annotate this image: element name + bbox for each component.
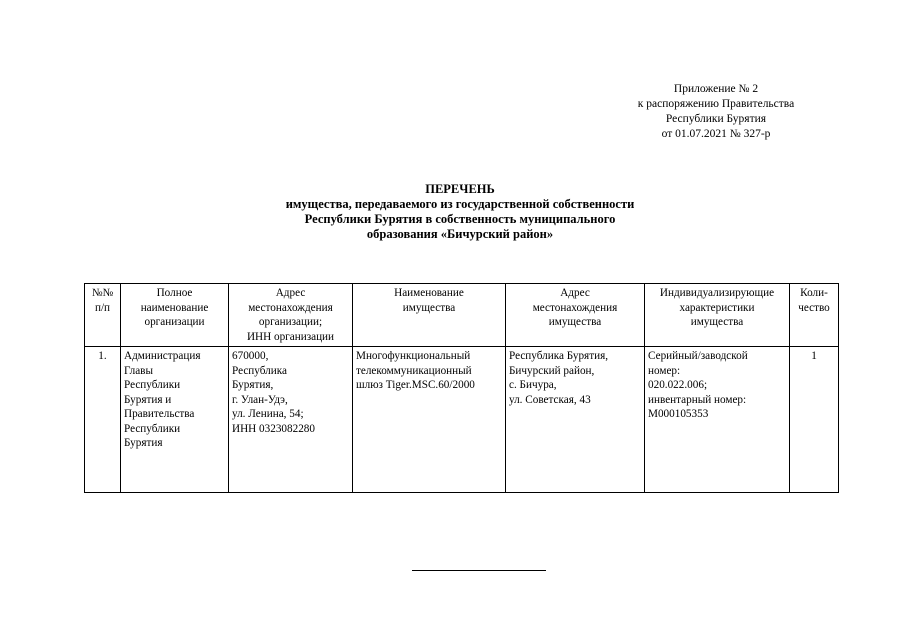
appendix-header <box>600 82 832 142</box>
table-header-row <box>85 284 839 347</box>
appendix-order-ref: к распоряжению Правительства <box>637 98 795 110</box>
appendix-republic: Республики Бурятия <box>665 113 767 125</box>
header-org-address: Адрес местонахождения организации; ИНН организации <box>229 284 353 347</box>
appendix-date: от 01.07.2021 № 327-р <box>661 128 771 140</box>
header-property-address: Адрес местонахождения имущества <box>506 284 645 347</box>
header-number: №№ п/п <box>85 284 121 347</box>
title-subtitle-2: Республики Бурятия в собственность муниципального <box>304 212 616 226</box>
footer-divider <box>412 570 546 571</box>
cell-org-address: 670000, Республика Бурятия, г. Улан-Удэ, ул. Ленина, 54; ИНН 0323082280 <box>229 347 353 493</box>
cell-property-name: Многофункциональный телекоммуникационный шлюз Tiger.MSC.60/2000 <box>353 347 506 493</box>
cell-quantity: 1 <box>790 347 839 493</box>
property-table <box>84 283 839 493</box>
appendix-number: Приложение № 2 <box>673 83 759 95</box>
title-subtitle-1: имущества, передаваемого из государственной собственности <box>285 197 635 211</box>
cell-property-address: Республика Бурятия, Бичурский район, с. Бичура, ул. Советская, 43 <box>506 347 645 493</box>
cell-number: 1. <box>85 347 121 493</box>
title-subtitle-3: образования «Бичурский район» <box>366 227 554 241</box>
header-characteristics: Индивидуализирующие характеристики имущества <box>645 284 790 347</box>
document-title <box>210 182 710 242</box>
cell-org-name: Администрация Главы Республики Бурятия и Правительства Республики Бурятия <box>121 347 229 493</box>
title-heading: ПЕРЕЧЕНЬ <box>425 182 495 196</box>
header-quantity: Коли- чество <box>790 284 839 347</box>
header-property-name: Наименование имущества <box>353 284 506 347</box>
header-org-name: Полное наименование организации <box>121 284 229 347</box>
cell-characteristics: Серийный/заводской номер: 020.022.006; инвентарный номер: М000105353 <box>645 347 790 493</box>
table-row <box>85 347 839 493</box>
